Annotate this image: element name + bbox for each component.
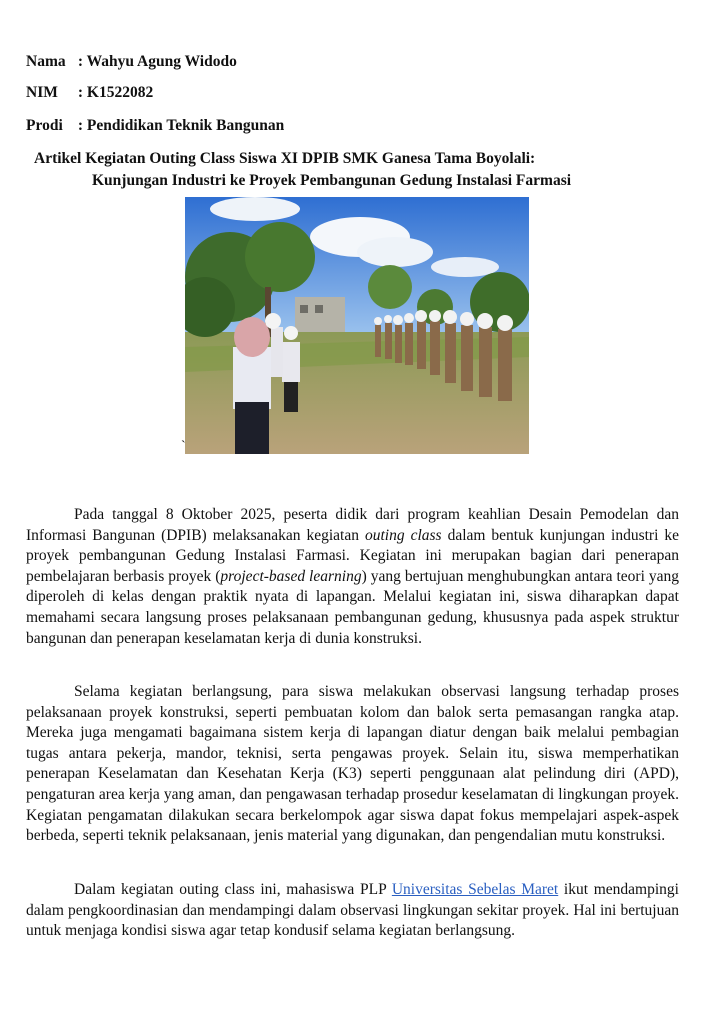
article-title-line-2: Kunjungan Industri ke Proyek Pembangunan Gedung Instalasi Farmasi bbox=[92, 172, 572, 189]
field-trip-photo bbox=[185, 197, 529, 454]
paragraph-1-text-c: ) yang bertujuan menghubungkan antara teori yang diperoleh di kelas dengan praktik nyata di lapangan. Melalui kegiatan ini, siswa diharapkan dapat memahami secara langsung proses pelaksanaan pembangunan gedung, khususnya pada aspek struktur bangunan dan penerapan keselamatan kerja di dunia konstruksi. bbox=[26, 567, 679, 647]
prodi-row bbox=[26, 117, 284, 135]
prodi-label: Prodi bbox=[26, 117, 63, 134]
nama-value: : Wahyu Agung Widodo bbox=[77, 53, 237, 70]
paragraph-1-text-b: dalam bentuk kunjungan industri ke proyek pembangunan Gedung Instalasi Farmasi. Kegiatan ini merupakan bagian dari penerapan pembelajaran berbasis proyek ( bbox=[26, 526, 679, 585]
paragraph-1-text-a: Pada tanggal 8 Oktober 2025, peserta didik dari program keahlian Desain Pemodelan dan Informasi Bangunan (DPIB) melaksanakan kegiatan bbox=[26, 506, 679, 544]
nim-value: : K1522082 bbox=[77, 84, 154, 101]
university-link[interactable]: Universitas Sebelas Maret bbox=[391, 881, 559, 898]
paragraph-2: Selama kegiatan berlangsung, para siswa melakukan observasi langsung terhadap proses pelaksanaan proyek konstruksi, seperti pembuatan kolom dan balok serta pemasangan rangka atap. Mereka juga mengamati bagaimana sistem kerja di lapangan diatur dengan baik melalui pembagian tugas antara pekerja, mandor, teknisi, serta pengawas proyek. Selain itu, siswa memperhatikan penerapan Keselamatan dan Kesehatan Kerja (K3) seperti penggunaan alat pelindung diri (APD), pengaturan area kerja yang aman, dan pengawasan terhadap prosedur keselamatan di lingkungan proyek. Kegiatan pengamatan dilakukan secara berkelompok agar siswa dapat fokus mempelajari aspek-aspek berbeda, seperti teknik pelaksanaan, jenis material yang digunakan, dan pengendalian mutu konstruksi. bbox=[26, 683, 679, 845]
nama-label: Nama bbox=[26, 53, 66, 70]
article-title-line-1: Artikel Kegiatan Outing Class Siswa XI DPIB SMK Ganesa Tama Boyolali: bbox=[34, 150, 536, 167]
paragraph-1 bbox=[26, 505, 679, 649]
paragraph-3-text-b: ikut mendampingi dalam pengkoordinasian dan mendampingi dalam observasi lingkungan sekitar proyek. Hal ini bertujuan untuk menjaga kondisi siswa agar tetap kondusif selama kegiatan berlangsung. bbox=[26, 881, 679, 940]
photo-mark: ` bbox=[181, 439, 186, 454]
paragraph-3 bbox=[26, 880, 679, 942]
paragraph-3-text-a: Dalam kegiatan outing class ini, mahasiswa PLP bbox=[74, 881, 392, 898]
paragraph-1-emphasis-1: outing class bbox=[364, 526, 442, 544]
prodi-value: : Pendidikan Teknik Bangunan bbox=[77, 117, 285, 134]
nim-row bbox=[26, 84, 153, 102]
nim-label: NIM bbox=[26, 84, 58, 101]
paragraph-1-emphasis-2: project-based learning bbox=[220, 567, 362, 585]
nama-row bbox=[26, 53, 237, 71]
